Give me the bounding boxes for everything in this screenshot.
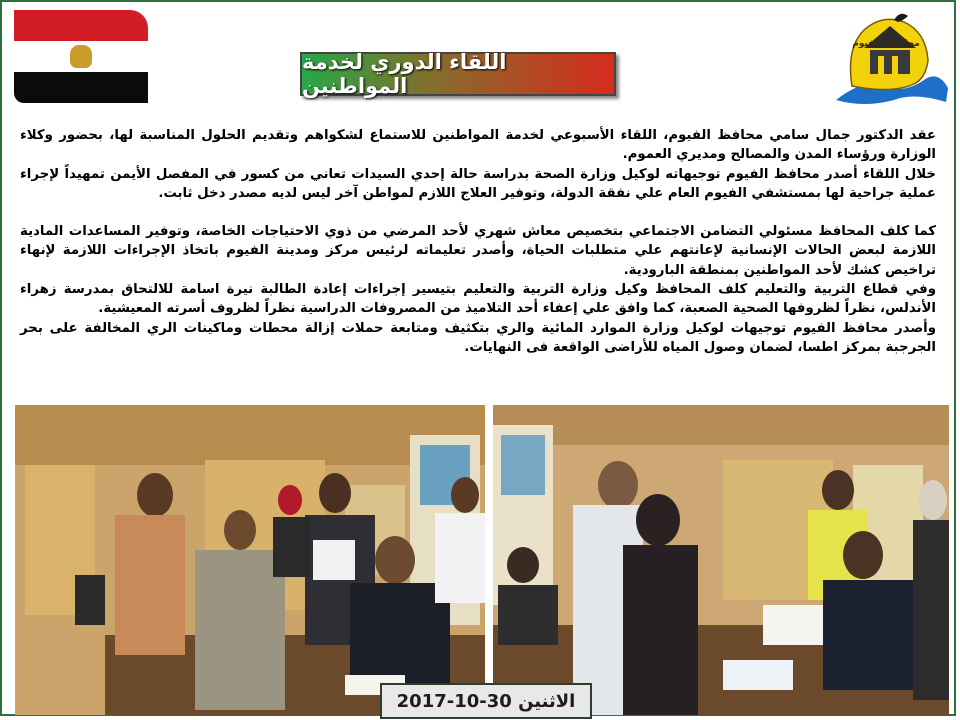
date-badge bbox=[380, 683, 592, 719]
date-label: الاثنين 30-10-2017 bbox=[396, 690, 576, 712]
article-paragraph: وأصدر محافظ الفيوم توجيهات لوكيل وزارة الموارد المائية والري بتكثيف ومتابعة حملات إزالة محطات وماكينات الري المخالفة على بحر الجرجبة بمركز اطسا، لضمان وصول المياه للأراضى الواقعة فى النهايات. bbox=[20, 320, 936, 355]
egypt-flag bbox=[14, 10, 148, 104]
meeting-photo-right-image bbox=[493, 405, 949, 715]
page-title: اللقاء الدوري لخدمة المواطنين bbox=[302, 50, 507, 98]
article-body bbox=[20, 126, 936, 357]
flag-white-band bbox=[14, 41, 148, 72]
article-paragraph: عقد الدكتور جمال سامي محافظ الفيوم، اللقاء الأسبوعي لخدمة المواطنين للاستماع لشكواهم وتقديم الحلول المناسبة لها، بحضور وكلاء الوزارة ورؤساء المدن والمصالح ومديري العموم. bbox=[20, 128, 936, 163]
emblem-text: محافظة الفيوم bbox=[852, 39, 920, 49]
flag-black-band bbox=[14, 72, 148, 103]
eagle-icon bbox=[70, 45, 92, 68]
title-banner bbox=[300, 52, 616, 96]
article-paragraph: خلال اللقاء أصدر محافظ الفيوم توجيهاته لوكيل وزارة الصحة بدراسة حالة إحدي السيدات تعاني من كسور في المفصل الأيمن تمهيداً لإجراء عملية جراحية لها بمستشفي الفيوم العام علي نفقة الدولة، وتوفير العلاج اللازم لمواطن آخر ليس لديه مصدر دخل ثابت. bbox=[20, 166, 936, 201]
article-paragraph: كما كلف المحافظ مسئولي التضامن الاجتماعي بتخصيص معاش شهري لأحد المرضي من ذوي الاحتياجات الخاصة، وتوفير المساعدات المادية اللازمة لبعض الحالات الإنسانية لإعانتهم علي متطلبات الحياة، وأصدر تعليماته لرئيس مركز ومدينة الفيوم باتخاذ الإجراءات اللازمة لإنهاء تراخيص كشك لأحد المواطنين بمنطقة البارودية. bbox=[20, 224, 936, 278]
paragraph-gap bbox=[20, 203, 936, 222]
meeting-photo-left-image bbox=[15, 405, 485, 715]
meeting-photo-right bbox=[493, 405, 949, 715]
fayoum-emblem-logo bbox=[834, 8, 950, 108]
article-paragraph: وفي قطاع التربية والتعليم كلف المحافظ وكيل وزارة التربية والتعليم بتيسير إجراءات إعادة الطالبة نيرة اسامة للالتحاق بمدرسة زهراء الأندلس، نظراً لظروفها الصحية الصعبة، كما وافق علي إعفاء أحد التلاميذ من المصروفات الدراسية نظراً لظروف أسرته المعيشية. bbox=[20, 282, 936, 317]
flag-red-band bbox=[14, 10, 148, 41]
meeting-photo-left bbox=[15, 405, 485, 715]
